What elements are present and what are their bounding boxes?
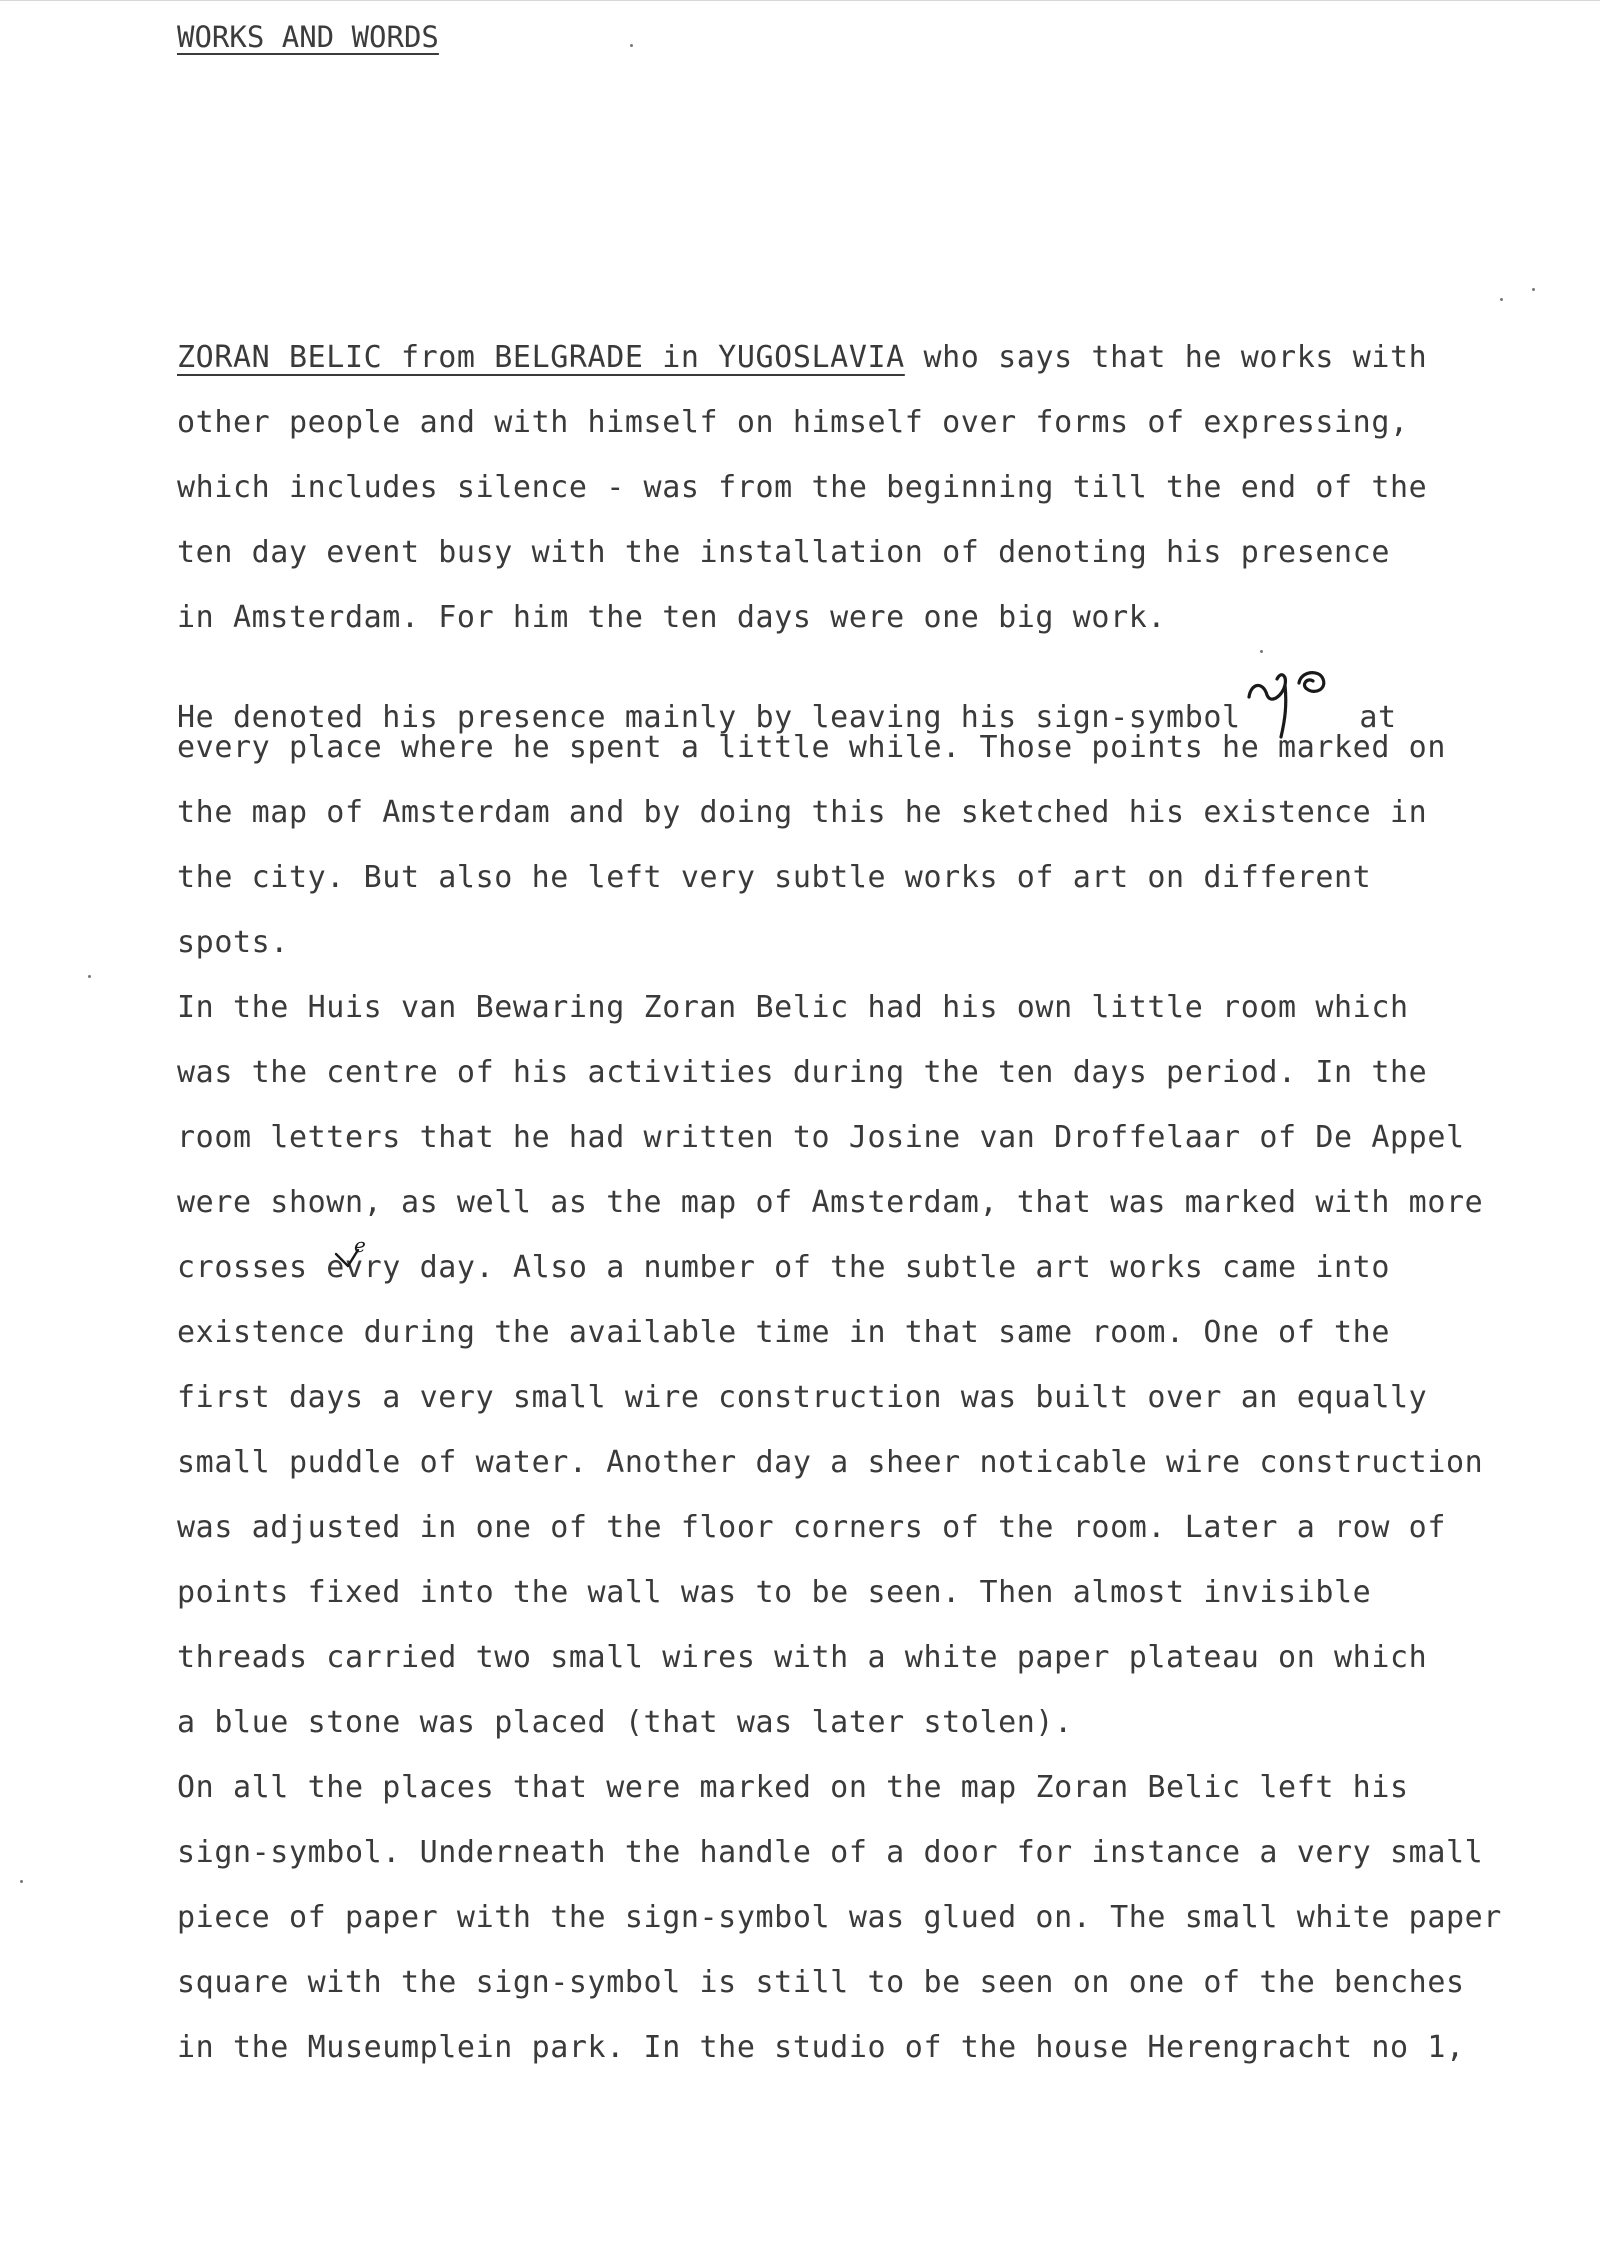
text-line: which includes silence - was from the beginning till the end of the [177, 470, 1428, 505]
scan-speck [88, 975, 91, 978]
text-line: crosses evry day. Also a number of the subtle art works came into [177, 1250, 1390, 1285]
text-line: were shown, as well as the map of Amsterdam, that was marked with more [177, 1185, 1484, 1220]
text-line: square with the sign-symbol is still to be seen on one of the benches [177, 1965, 1465, 2000]
text-line: small puddle of water. Another day a sheer noticable wire construction [177, 1445, 1484, 1480]
text-line: first days a very small wire construction was built over an equally [177, 1380, 1428, 1415]
text-line: was adjusted in one of the floor corners of the room. Later a row of [177, 1510, 1446, 1545]
document-heading: WORKS AND WORDS [177, 20, 439, 54]
scan-speck [1532, 288, 1535, 291]
text-line: In the Huis van Bewaring Zoran Belic had his own little room which [177, 990, 1409, 1025]
line-rest: who says that he works with [904, 340, 1428, 375]
text-line: every place where he spent a little while. Those points he marked on [177, 730, 1446, 765]
text-line: sign-symbol. Underneath the handle of a door for instance a very small [177, 1835, 1484, 1870]
text-line: in the Museumplein park. In the studio of the house Herengracht no 1, [177, 2030, 1465, 2065]
line-before-symbol: He denoted his presence mainly by leaving his sign-symbol [177, 700, 1241, 735]
scan-top-edge [0, 0, 1600, 1]
text-line: threads carried two small wires with a white paper plateau on which [177, 1640, 1428, 1675]
text-line: spots. [177, 925, 289, 960]
text-line: existence during the available time in that same room. One of the [177, 1315, 1390, 1350]
text-line: piece of paper with the sign-symbol was glued on. The small white paper [177, 1900, 1502, 1935]
line-after-symbol: at [1340, 700, 1397, 735]
text-line: was the centre of his activities during the ten days period. In the [177, 1055, 1428, 1090]
text-line: a blue stone was placed (that was later stolen). [177, 1705, 1073, 1740]
text-line: the city. But also he left very subtle works of art on different [177, 860, 1372, 895]
handwritten-sign-symbol-icon [1241, 665, 1341, 725]
text-line: the map of Amsterdam and by doing this he sketched his existence in [177, 795, 1428, 830]
scan-speck [630, 44, 633, 47]
scan-speck [20, 1880, 23, 1883]
correction-letter: e [354, 1236, 366, 1257]
text-line: other people and with himself on himself over forms of expressing, [177, 405, 1409, 440]
handwritten-correction-mark [332, 1236, 382, 1276]
text-line: ten day event busy with the installation of denoting his presence [177, 535, 1390, 570]
underlined-name: ZORAN BELIC from BELGRADE in YUGOSLAVIA [177, 340, 905, 375]
text-line [177, 340, 1427, 375]
text-line: points fixed into the wall was to be seen. Then almost invisible [177, 1575, 1372, 1610]
text-line: room letters that he had written to Josine van Droffelaar of De Appel [177, 1120, 1465, 1155]
text-line [177, 665, 1397, 735]
scan-speck [1500, 298, 1503, 301]
scan-speck [1260, 650, 1263, 653]
text-line: On all the places that were marked on the map Zoran Belic left his [177, 1770, 1409, 1805]
text-line: in Amsterdam. For him the ten days were one big work. [177, 600, 1167, 635]
